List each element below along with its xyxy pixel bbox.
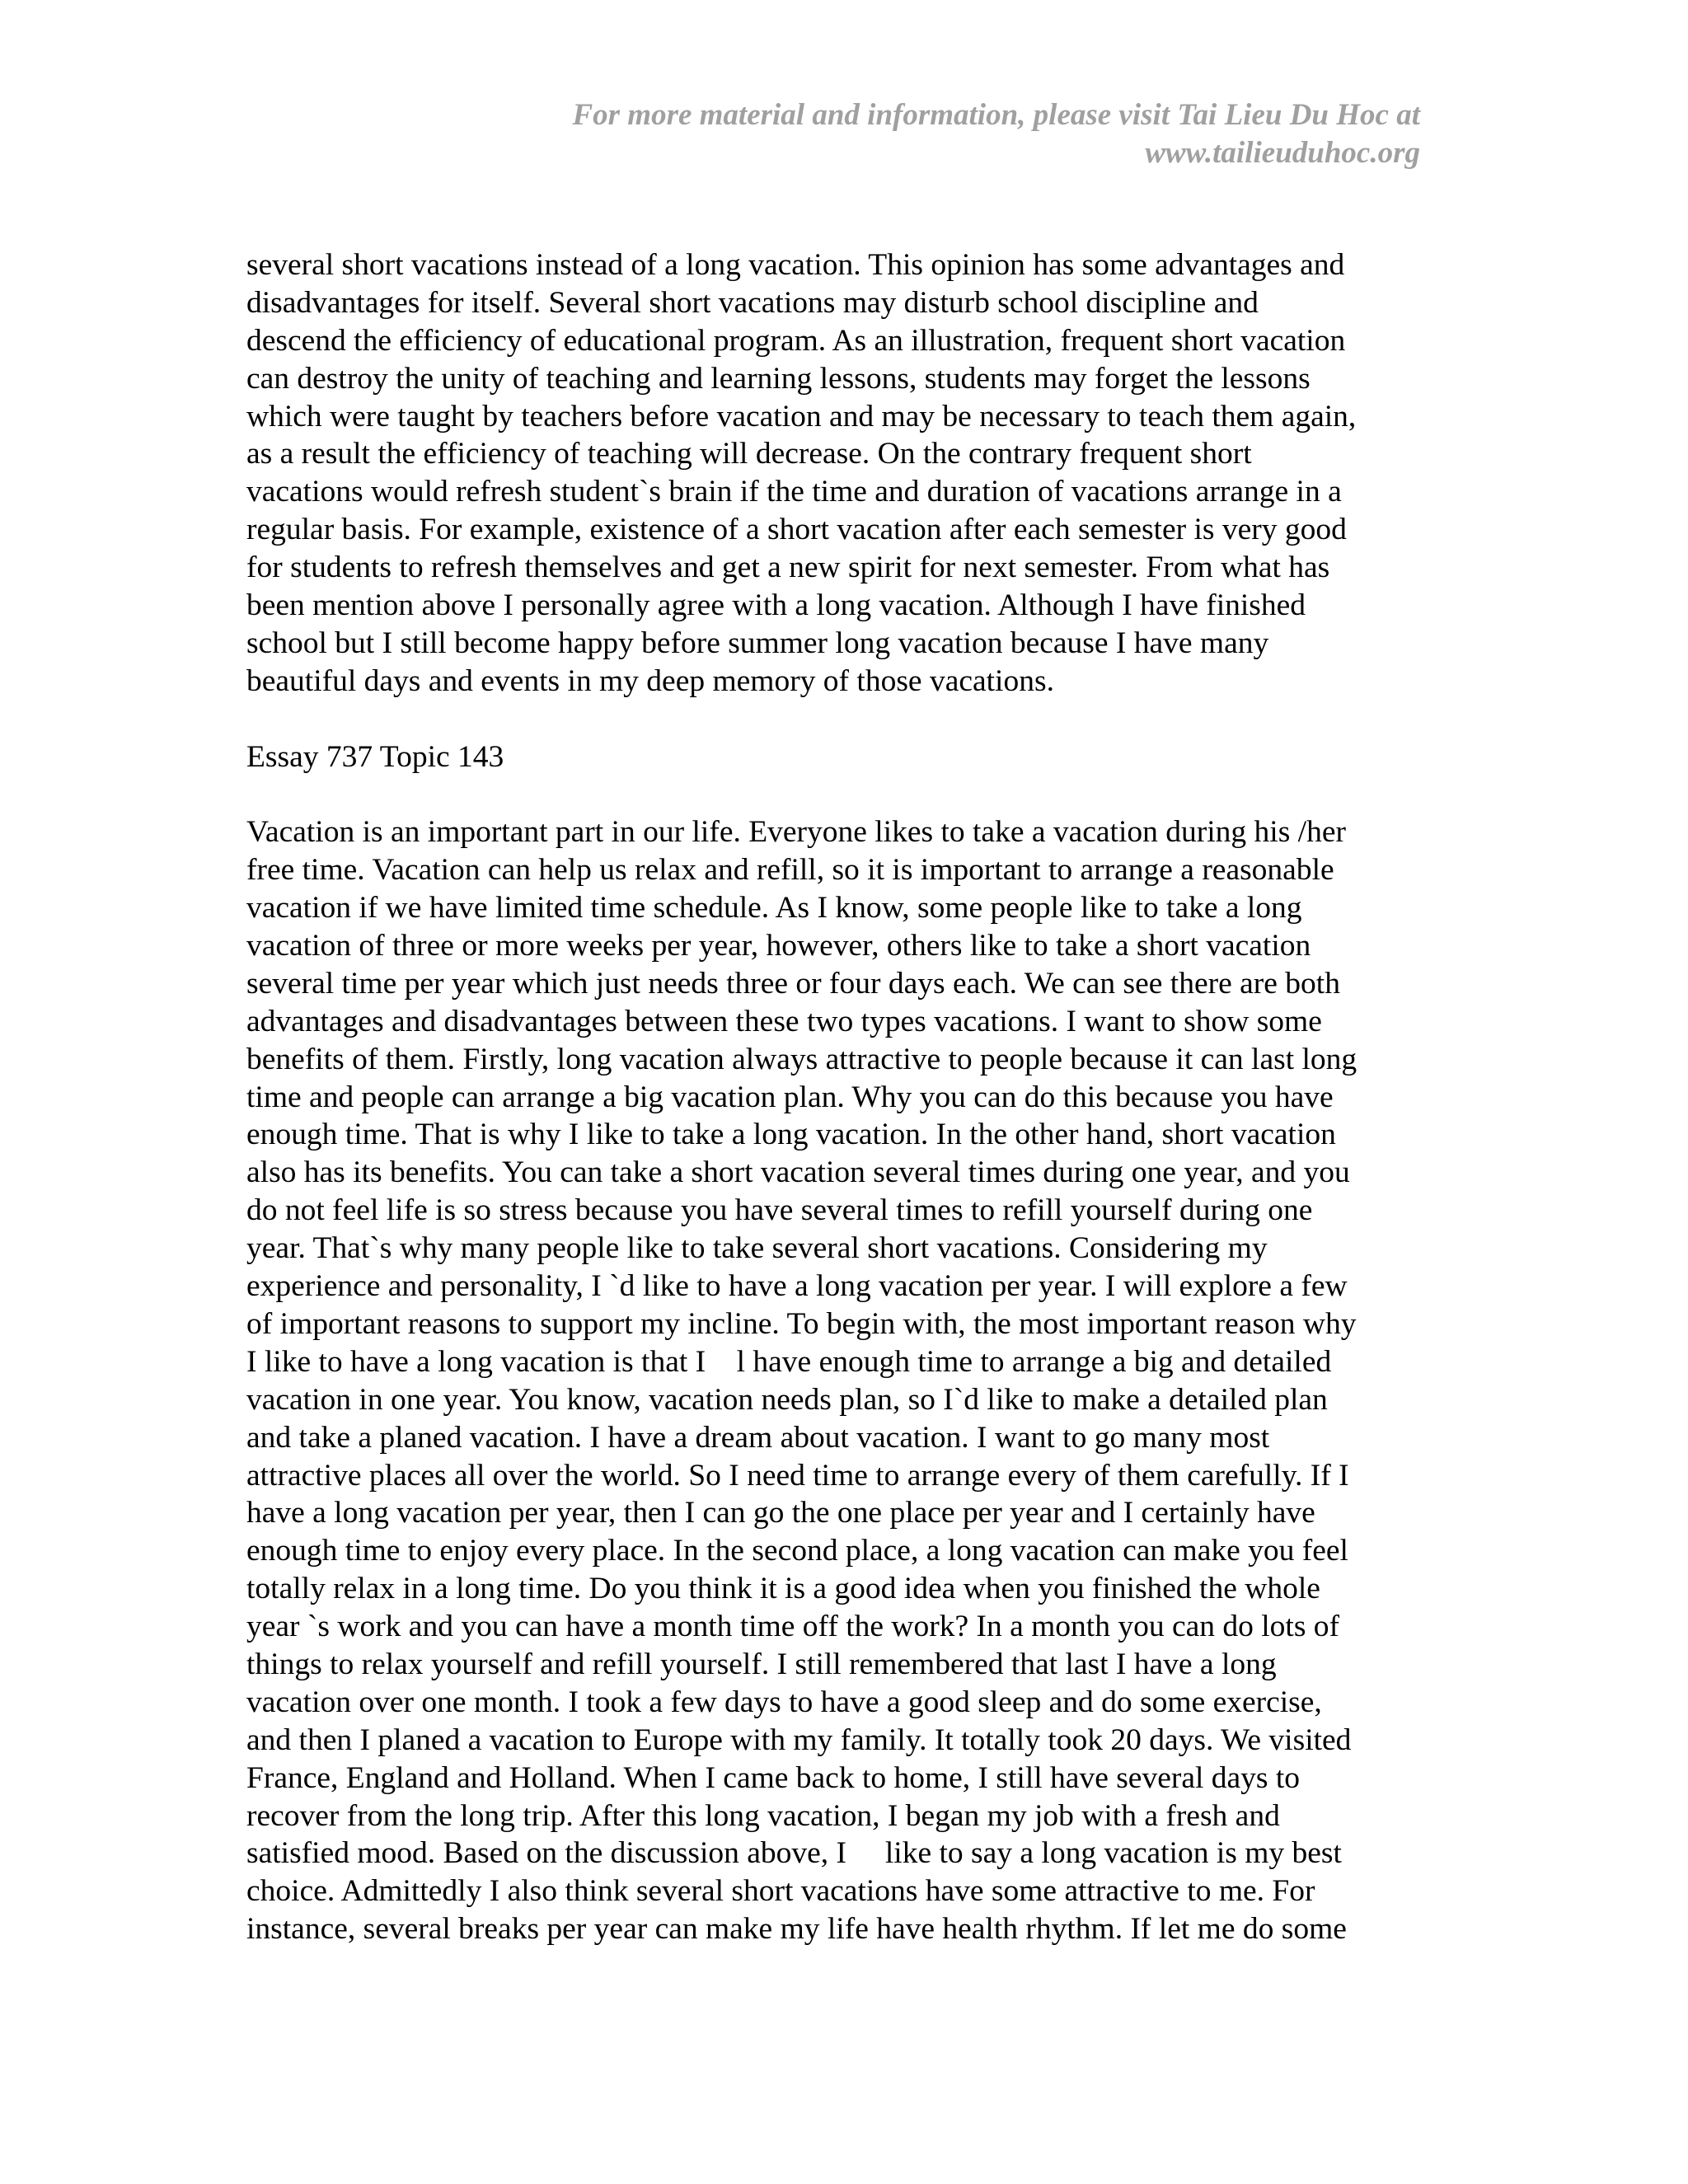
essay-heading: Essay 737 Topic 143 — [246, 739, 504, 774]
page-header — [431, 96, 1420, 172]
text-line: choice. Admittedly I also think several short vacations have some attractive to me. For — [246, 1874, 1315, 1909]
header-line-1: For more material and information, please visit Tai Lieu Du Hoc at — [572, 98, 1420, 132]
text-line: descend the efficiency of educational program. As an illustration, frequent short vacation — [246, 323, 1346, 358]
text-line: year. That`s why many people like to take several short vacations. Considering my — [246, 1231, 1268, 1266]
text-line: beautiful days and events in my deep memory of those vacations. — [246, 663, 1054, 698]
text-line: France, England and Holland. When I came back to home, I still have several days to — [246, 1760, 1301, 1795]
text-line: do not feel life is so stress because you have several times to refill yourself during one — [246, 1193, 1313, 1228]
text-line: also has its benefits. You can take a short vacation several times during one year, and you — [246, 1155, 1350, 1190]
text-line: instance, several breaks per year can make my life have health rhythm. If let me do some — [246, 1912, 1347, 1947]
text-line: Vacation is an important part in our life. Everyone likes to take a vacation during his /her — [246, 815, 1346, 850]
text-line: things to relax yourself and refill yourself. I still remembered that last I have a long — [246, 1647, 1277, 1681]
text-line: time and people can arrange a big vacation plan. Why you can do this because you have — [246, 1080, 1334, 1114]
text-line: and take a planed vacation. I have a dream about vacation. I want to go many most — [246, 1420, 1270, 1455]
text-line: enough time. That is why I like to take a long vacation. In the other hand, short vacation — [246, 1118, 1336, 1152]
text-line: recover from the long trip. After this long vacation, I began my job with a fresh and — [246, 1798, 1280, 1833]
paragraph-spacer — [246, 776, 1433, 813]
text-line: experience and personality, I `d like to have a long vacation per year. I will explore a few — [246, 1269, 1348, 1304]
text-line: vacation of three or more weeks per year, however, others like to take a short vacation — [246, 929, 1311, 963]
text-line: year `s work and you can have a month time off the work? In a month you can do lots of — [246, 1610, 1340, 1644]
document-body — [246, 246, 1433, 1948]
text-line: been mention above I personally agree with a long vacation. Although I have finished — [246, 588, 1306, 623]
text-line: several time per year which just needs three or four days each. We can see there are both — [246, 966, 1340, 1001]
text-line: totally relax in a long time. Do you think it is a good idea when you finished the whole — [246, 1572, 1320, 1606]
text-line: satisfied mood. Based on the discussion above, I like to say a long vacation is my best — [246, 1836, 1342, 1871]
text-line: vacation if we have limited time schedule. As I know, some people like to take a long — [246, 891, 1302, 926]
text-line: as a result the efficiency of teaching will decrease. On the contrary frequent short — [246, 437, 1252, 471]
text-line: of important reasons to support my incline. To begin with, the most important reason why — [246, 1306, 1357, 1341]
text-line: and then I planed a vacation to Europe with my family. It totally took 20 days. We visited — [246, 1722, 1352, 1757]
text-line: free time. Vacation can help us relax and refill, so it is important to arrange a reasonable — [246, 853, 1334, 888]
text-line: can destroy the unity of teaching and learning lessons, students may forget the lessons — [246, 361, 1311, 396]
text-line: school but I still become happy before summer long vacation because I have many — [246, 626, 1269, 660]
text-line: vacation in one year. You know, vacation needs plan, so I`d like to make a detailed plan — [246, 1382, 1328, 1417]
text-line: vacations would refresh student`s brain if the time and duration of vacations arrange in a — [246, 475, 1342, 509]
paragraph-2 — [246, 813, 1433, 1948]
paragraph-1 — [246, 246, 1433, 701]
text-line: attractive places all over the world. So I need time to arrange every of them carefully. If I — [246, 1458, 1349, 1493]
text-line: disadvantages for itself. Several short vacations may disturb school discipline and — [246, 285, 1259, 320]
text-line: have a long vacation per year, then I can go the one place per year and I certainly have — [246, 1496, 1315, 1530]
text-line: benefits of them. Firstly, long vacation always attractive to people because it can last long — [246, 1042, 1357, 1076]
text-line: for students to refresh themselves and get a new spirit for next semester. From what has — [246, 551, 1330, 585]
text-line: vacation over one month. I took a few days to have a good sleep and do some exercise, — [246, 1685, 1322, 1719]
paragraph-spacer — [246, 701, 1433, 738]
text-line: advantages and disadvantages between these two types vacations. I want to show some — [246, 1004, 1322, 1038]
text-line: enough time to enjoy every place. In the second place, a long vacation can make you feel — [246, 1534, 1348, 1568]
text-line: which were taught by teachers before vacation and may be necessary to teach them again, — [246, 399, 1357, 434]
text-line: I like to have a long vacation is that I l have enough time to arrange a big and detailed — [246, 1344, 1332, 1379]
text-line: several short vacations instead of a long vacation. This opinion has some advantages and — [246, 248, 1345, 282]
text-line: regular basis. For example, existence of a short vacation after each semester is very good — [246, 513, 1347, 547]
header-link[interactable]: www.tailieuduhoc.org — [1145, 136, 1420, 170]
